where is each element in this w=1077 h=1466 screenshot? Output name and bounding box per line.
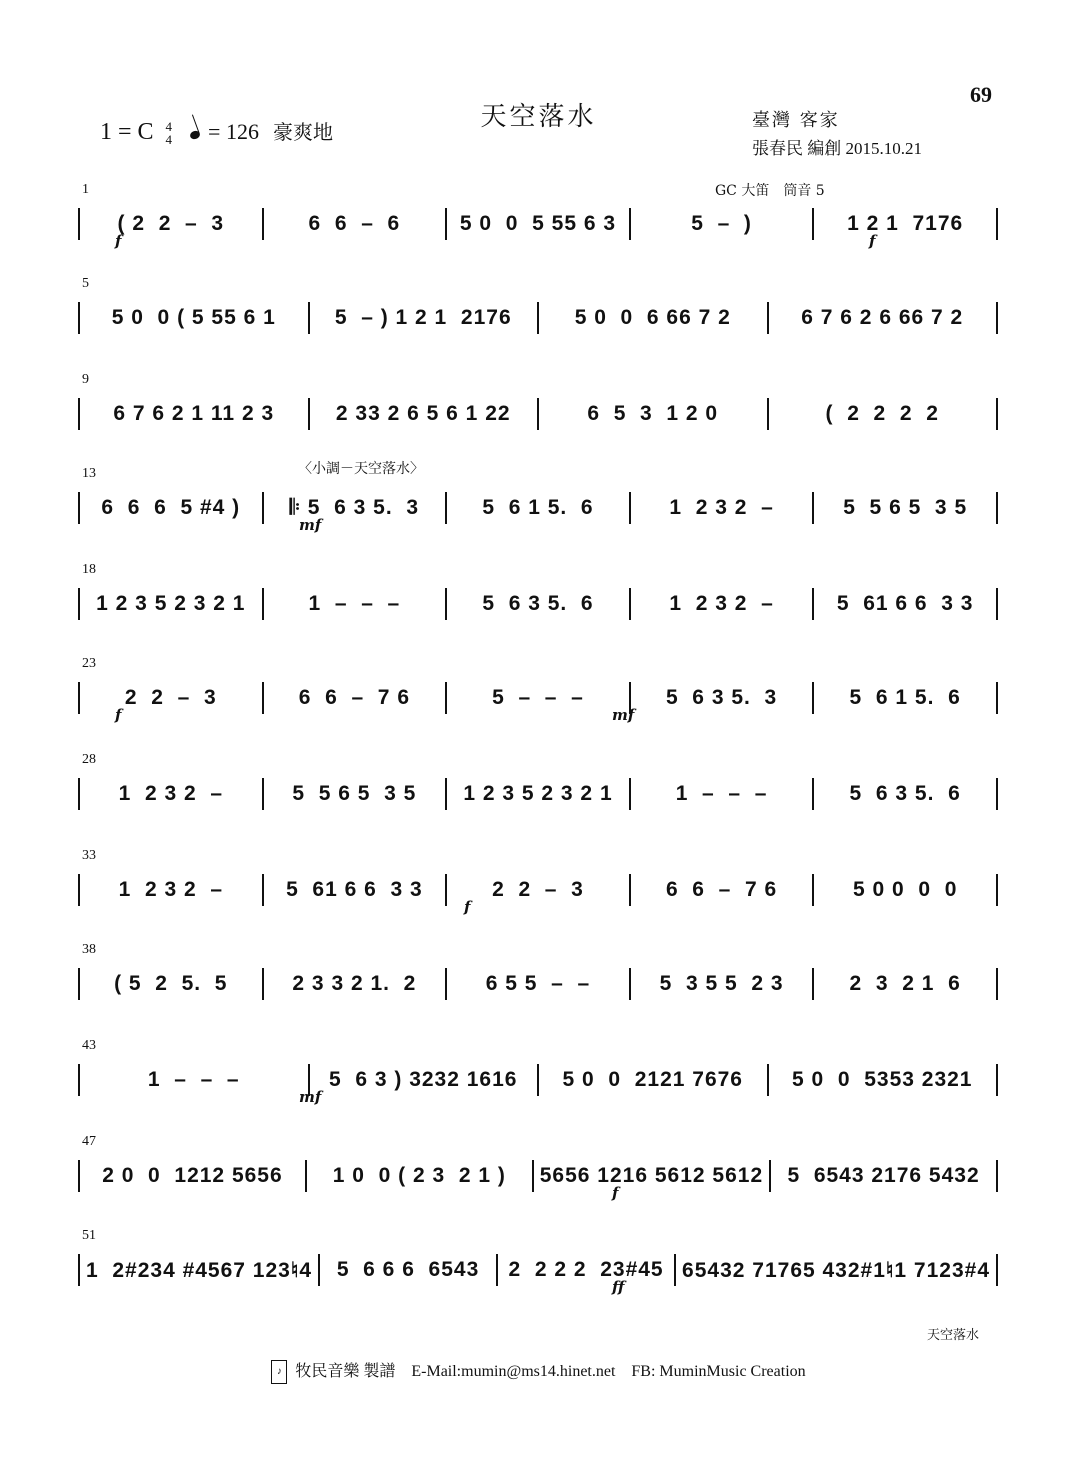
measure-notes: 6 7 6 2 6 66 7 2 xyxy=(801,306,964,329)
measure-notes: 1 2 3 5 2 3 2 1 xyxy=(96,592,246,615)
measure-notes: 2 3 2 1 6 xyxy=(849,972,961,995)
barline xyxy=(996,1254,998,1286)
measure xyxy=(631,972,813,996)
barline xyxy=(996,968,998,1000)
measure-notes: 6 5 3 1 2 0 xyxy=(587,402,719,425)
score-system xyxy=(78,372,998,452)
section-label: 〈小調－天空落水〉 xyxy=(298,461,424,477)
measure-notes: 6 7 6 2 1 11 2 3 xyxy=(113,402,275,425)
dynamic-marking: f xyxy=(869,232,876,250)
measure-notes: 1 2#234 #4567 123♮4 xyxy=(86,1258,313,1282)
barline xyxy=(996,398,998,430)
measure-notes: 6 6 – 7 6 xyxy=(665,878,778,901)
measure-number: 1 xyxy=(82,182,89,197)
dynamic-marking: mf xyxy=(612,706,635,724)
measure-notes: 1 2 3 2 – xyxy=(669,496,774,519)
measure xyxy=(814,972,996,996)
measure xyxy=(447,782,629,806)
measure-notes: 65432 71765 432#1♮1 7123#4 xyxy=(682,1258,990,1282)
measure-notes: 2 3 3 2 1. 2 xyxy=(292,972,417,995)
measure xyxy=(631,686,813,710)
measure-notes: 6 5 5 – – xyxy=(485,972,591,995)
measure xyxy=(447,496,629,520)
measure-notes: 5 6 3 5. 6 xyxy=(849,782,961,805)
measure-notes: 1 2 3 2 – xyxy=(669,592,774,615)
measure xyxy=(676,1258,996,1283)
measure-notes: 5 61 6 6 3 3 xyxy=(286,878,423,901)
score-system xyxy=(78,942,998,1022)
measure xyxy=(80,212,262,236)
staff-line xyxy=(78,1058,998,1102)
score-system xyxy=(78,562,998,642)
measure-notes: 5 6 1 5. 6 xyxy=(849,686,961,709)
measure xyxy=(264,782,446,806)
measure xyxy=(80,972,262,996)
measure-number: 51 xyxy=(82,1228,96,1243)
key-signature: 1 = C xyxy=(100,119,154,145)
measure xyxy=(771,1164,996,1188)
measure xyxy=(80,782,262,806)
measure xyxy=(310,402,538,426)
measure-notes: 1 2 3 2 – xyxy=(118,878,223,901)
page-number: 69 xyxy=(970,82,992,107)
measure xyxy=(80,402,308,426)
measure-notes: 6 6 – 7 6 xyxy=(298,686,411,709)
score-system xyxy=(78,466,998,546)
barline xyxy=(996,1160,998,1192)
measure-number: 43 xyxy=(82,1038,96,1053)
measure xyxy=(814,496,996,520)
measure-notes: 6 6 – 6 xyxy=(308,212,401,235)
measure xyxy=(447,212,629,236)
measure-notes: ( 2 2 2 2 xyxy=(825,402,939,425)
measure-notes: 1 2 3 2 – xyxy=(118,782,223,805)
measure-notes: 5 0 0 5 55 6 3 xyxy=(459,212,617,235)
staff-line xyxy=(78,296,998,340)
barline xyxy=(996,778,998,810)
measure-number: 23 xyxy=(82,656,96,671)
barline xyxy=(996,588,998,620)
measure xyxy=(498,1258,674,1282)
measure-notes: 5 0 0 ( 5 55 6 1 xyxy=(111,306,276,329)
measure-notes: 1 – – – xyxy=(147,1068,240,1091)
measure-notes: 5 0 0 0 0 xyxy=(852,878,958,901)
score-system xyxy=(78,848,998,928)
arranger-label: 張春民 編創 2015.10.21 xyxy=(752,139,922,158)
staff-line xyxy=(78,962,998,1006)
measure xyxy=(814,592,996,616)
measure-notes: 5 6543 2176 5432 xyxy=(787,1164,980,1187)
footer-title: 天空落水 xyxy=(927,1328,980,1343)
key-signature-block xyxy=(100,116,333,146)
measure-notes: 5 6 6 6 6543 xyxy=(336,1258,480,1281)
dynamic-marking: f xyxy=(115,706,122,724)
measure-notes: 5 0 0 2121 7676 xyxy=(562,1068,743,1091)
score-system xyxy=(78,752,998,832)
measure-notes: 5 5 6 5 3 5 xyxy=(292,782,417,805)
dynamic-marking: f xyxy=(464,898,471,916)
measure xyxy=(631,782,813,806)
measure xyxy=(80,496,262,520)
measure-number: 38 xyxy=(82,942,96,957)
measure-notes: 1 2 3 5 2 3 2 1 xyxy=(463,782,613,805)
measure xyxy=(80,878,262,902)
measure xyxy=(264,212,446,236)
staff-line xyxy=(78,1154,998,1198)
measure-notes: 5 5 6 5 3 5 xyxy=(843,496,968,519)
measure-notes: 5 61 6 6 3 3 xyxy=(836,592,974,615)
expression-marking: 豪爽地 xyxy=(272,122,333,144)
measure xyxy=(814,782,996,806)
dynamic-marking: mf xyxy=(299,516,322,534)
measure-notes: 1 0 0 ( 2 3 2 1 ) xyxy=(332,1164,506,1187)
barline xyxy=(996,874,998,906)
measure xyxy=(80,592,262,616)
footer xyxy=(0,1358,1077,1384)
measure-number: 28 xyxy=(82,752,96,767)
measure xyxy=(814,878,996,902)
measure xyxy=(769,306,997,330)
measure-notes: 2 2 2 2 23#45 xyxy=(508,1258,664,1281)
barline xyxy=(996,682,998,714)
staff-line xyxy=(78,772,998,816)
measure xyxy=(447,592,629,616)
measure xyxy=(310,1068,538,1092)
measure-notes: 5 – ) xyxy=(691,212,752,235)
measure-notes: 1 2 1 7176 xyxy=(847,212,964,235)
measure xyxy=(320,1258,496,1282)
measure-notes: 5 6 3 ) 3232 1616 xyxy=(329,1068,518,1091)
measure xyxy=(814,686,996,710)
measure-notes: 5 3 5 5 2 3 xyxy=(659,972,784,995)
measure-notes: 5 – ) 1 2 1 2176 xyxy=(334,306,512,329)
measure-notes: ( 2 2 – 3 xyxy=(117,212,225,235)
measure-number: 18 xyxy=(82,562,96,577)
measure-notes: 5 6 3 5. 3 xyxy=(665,686,778,709)
barline xyxy=(996,208,998,240)
measure xyxy=(264,496,446,520)
measure xyxy=(80,1068,308,1092)
measure xyxy=(631,878,813,902)
measure xyxy=(814,212,996,236)
measure xyxy=(769,402,997,426)
measure xyxy=(631,212,813,236)
measure xyxy=(534,1164,769,1188)
measure xyxy=(539,402,767,426)
measure-number: 5 xyxy=(82,276,89,291)
measure xyxy=(264,592,446,616)
measure-notes: ( 5 2 5. 5 xyxy=(114,972,228,995)
origin-label: 臺灣 客家 xyxy=(752,110,840,131)
score-title: 天空落水 xyxy=(480,102,597,132)
measure-notes: 2 2 – 3 xyxy=(124,686,217,709)
score-system xyxy=(78,1038,998,1118)
measure xyxy=(80,1164,305,1188)
measure-notes: 2 2 – 3 xyxy=(492,878,584,901)
measure-notes: 5 0 0 5353 2321 xyxy=(792,1068,973,1091)
measure xyxy=(447,972,629,996)
footer-text: 牧民音樂 製譜 E-Mail:mumin@ms14.hinet.net FB: MuminMusic Creation xyxy=(295,1363,806,1380)
staff-line xyxy=(78,676,998,720)
measure-notes: 1 – – – xyxy=(308,592,401,615)
measure xyxy=(769,1068,997,1092)
measure-notes: 2 33 2 6 5 6 1 22 xyxy=(335,402,511,425)
measure-notes: 1 – – – xyxy=(675,782,768,805)
measure-notes: 5656 1216 5612 5612 xyxy=(539,1164,764,1187)
staff-line xyxy=(78,392,998,436)
barline xyxy=(996,1064,998,1096)
measure xyxy=(80,306,308,330)
staff-line xyxy=(78,868,998,912)
measure-number: 9 xyxy=(82,372,89,387)
barline xyxy=(996,492,998,524)
staff-line xyxy=(78,486,998,530)
score-system xyxy=(78,1134,998,1214)
measure xyxy=(307,1164,532,1188)
staff-line xyxy=(78,582,998,626)
measure xyxy=(80,1258,318,1283)
measure-notes: 𝄆 5 6 3 5. 3 xyxy=(289,496,420,519)
quarter-note-icon xyxy=(189,130,201,141)
measure-notes: 5 0 0 6 66 7 2 xyxy=(574,306,731,329)
measure xyxy=(631,496,813,520)
dynamic-marking: mf xyxy=(299,1088,322,1106)
publisher-logo-icon: ♪ xyxy=(271,1360,287,1384)
measure-notes: 5 – – – xyxy=(492,686,584,709)
measure-notes: 6 6 6 5 #4 ) xyxy=(101,496,241,519)
measure xyxy=(539,1068,767,1092)
time-signature: 4 4 xyxy=(165,119,173,148)
measure xyxy=(80,686,262,710)
measure xyxy=(631,592,813,616)
measure-number: 13 xyxy=(82,466,96,481)
dynamic-marking: f xyxy=(115,232,122,250)
score-system xyxy=(78,1228,998,1308)
staff-line xyxy=(78,202,998,246)
dynamic-marking: ff xyxy=(612,1278,625,1296)
measure xyxy=(310,306,538,330)
measure xyxy=(539,306,767,330)
measure xyxy=(264,878,446,902)
measure-notes: 5 6 3 5. 6 xyxy=(482,592,594,615)
measure-notes: 2 0 0 1212 5656 xyxy=(102,1164,283,1187)
dynamic-marking: f xyxy=(612,1184,619,1202)
measure-number: 47 xyxy=(82,1134,96,1149)
score-system xyxy=(78,182,998,262)
instrument-label: GC 大笛 筒音 5 xyxy=(715,183,825,199)
measure xyxy=(264,686,446,710)
measure xyxy=(447,878,629,902)
measure-notes: 5 6 1 5. 6 xyxy=(482,496,594,519)
staff-line xyxy=(78,1248,998,1292)
tempo-marking: = 126 xyxy=(208,119,259,144)
measure xyxy=(447,686,629,710)
barline xyxy=(996,302,998,334)
measure xyxy=(264,972,446,996)
measure-number: 33 xyxy=(82,848,96,863)
score-system xyxy=(78,276,998,356)
score-system xyxy=(78,656,998,736)
